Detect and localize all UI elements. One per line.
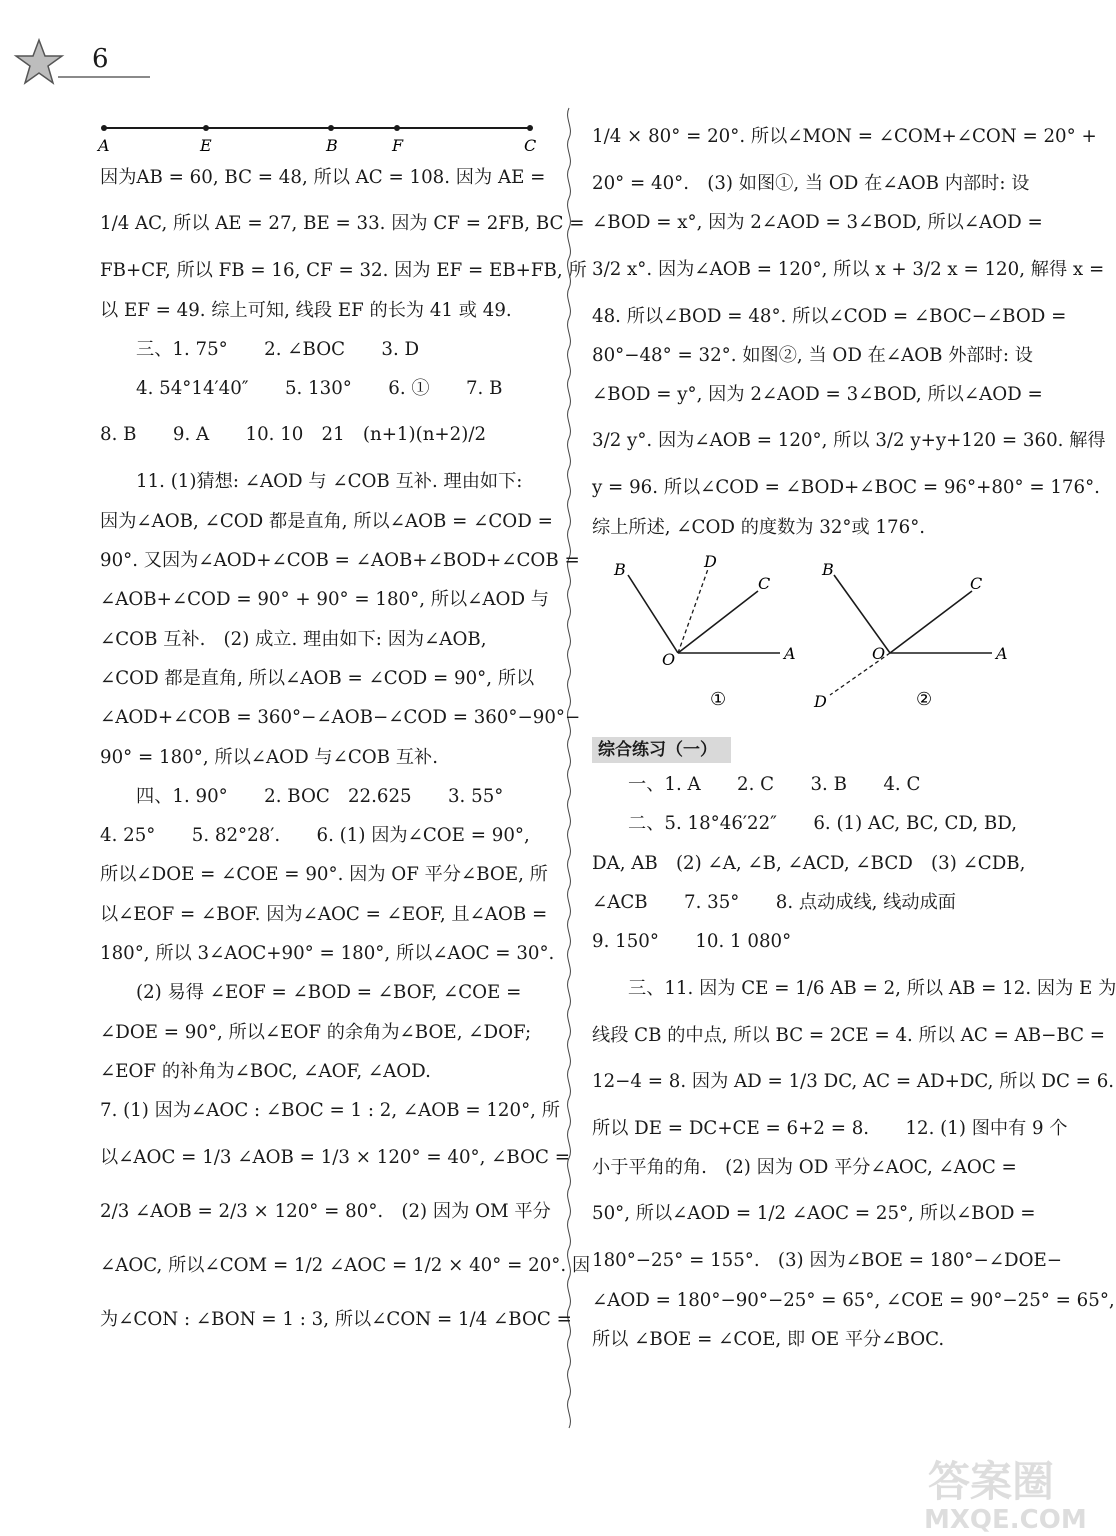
watermark-logo bbox=[922, 1452, 1087, 1535]
text-line: 7. (1) 因为∠AOC : ∠BOC = 1 : 2, ∠AOB = 120°, 所 bbox=[100, 1100, 560, 1122]
fig1-label-a: A bbox=[784, 644, 796, 664]
text-line: 所以∠DOE = ∠COE = 90°. 因为 OF 平分∠BOE, 所 bbox=[100, 864, 548, 886]
label-c: C bbox=[524, 136, 537, 155]
text-line: 4. 54°14′40″ 5. 130° 6. ① 7. B bbox=[136, 378, 503, 400]
column-divider bbox=[563, 108, 575, 1428]
text-line: 11. (1)猜想: ∠AOD 与 ∠COB 互补. 理由如下: bbox=[136, 471, 523, 493]
section-title: 综合练习（一） bbox=[592, 737, 731, 763]
point-f bbox=[394, 125, 400, 131]
header-rule bbox=[58, 76, 150, 78]
text-line: 80°−48° = 32°. 如图②, 当 OD 在∠AOB 外部时: 设 bbox=[592, 344, 1033, 366]
text-line: 线段 CB 的中点, 所以 BC = 2CE = 4. 所以 AC = AB−BC = bbox=[592, 1024, 1106, 1046]
segment-figure bbox=[100, 124, 545, 154]
label-f: F bbox=[392, 136, 404, 155]
point-c bbox=[527, 125, 533, 131]
text-line: 所以 DE = DC+CE = 6+2 = 8. 12. (1) 图中有 9 个 bbox=[592, 1117, 1068, 1139]
text-line: ∠EOF 的补角为∠BOC, ∠AOF, ∠AOD. bbox=[100, 1060, 431, 1082]
text-line: ∠AOC, 所以∠COM = 1/2 ∠AOC = 1/2 × 40° = 20°. 因 bbox=[100, 1254, 591, 1276]
text-line: ∠AOB+∠COD = 90° + 90° = 180°, 所以∠AOD 与 bbox=[100, 589, 549, 611]
figure-1 bbox=[613, 552, 796, 710]
text-line: 8. B 9. A 10. 10 21 (n+1)(n+2)/2 bbox=[100, 424, 487, 446]
fig1-label-o: O bbox=[662, 650, 676, 670]
text-line: 二、5. 18°46′22″ 6. (1) AC, BC, CD, BD, bbox=[628, 813, 1017, 835]
text-line: ∠AOD = 180°−90°−25° = 65°, ∠COE = 90°−25° = 65°, bbox=[592, 1289, 1115, 1311]
text-line: 20° = 40°. (3) 如图①, 当 OD 在∠AOB 内部时: 设 bbox=[592, 173, 1030, 194]
text-line: 小于平角的角. (2) 因为 OD 平分∠AOC, ∠AOC = bbox=[592, 1157, 1017, 1179]
text-line: 90°. 又因为∠AOD+∠COB = ∠AOB+∠BOD+∠COB = bbox=[100, 550, 580, 572]
point-e bbox=[203, 125, 209, 131]
text-line: 4. 25° 5. 82°28′. 6. (1) 因为∠COE = 90°, bbox=[100, 825, 530, 847]
text-line: 因为∠AOB, ∠COD 都是直角, 所以∠AOB = ∠COD = bbox=[100, 510, 553, 532]
text-line: 所以 ∠BOE = ∠COE, 即 OE 平分∠BOC. bbox=[592, 1329, 945, 1351]
fig2-label-a: A bbox=[996, 644, 1008, 664]
text-line: 12−4 = 8. 因为 AD = 1/3 DC, AC = AD+DC, 所以 DC = 6. bbox=[592, 1070, 1115, 1092]
text-line: y = 96. 所以∠COD = ∠BOD+∠BOC = 96°+80° = 176°. bbox=[592, 477, 1100, 499]
text-line: 3/2 x°. 因为∠AOB = 120°, 所以 x + 3/2 x = 120, 解得 x = bbox=[592, 258, 1105, 280]
text-line: (2) 易得 ∠EOF = ∠BOD = ∠BOF, ∠COE = bbox=[136, 982, 522, 1004]
fig2-label-o: O bbox=[872, 644, 886, 664]
fig2-label-c: C bbox=[970, 574, 983, 594]
fig1-label-b: B bbox=[614, 560, 626, 580]
text-line: 48. 所以∠BOD = 48°. 所以∠COD = ∠BOC−∠BOD = bbox=[592, 305, 1067, 327]
text-line: 3/2 y°. 因为∠AOB = 120°, 所以 3/2 y+y+120 = 360. 解得 bbox=[592, 430, 1106, 452]
angle-figures bbox=[592, 552, 1032, 725]
label-b: B bbox=[326, 136, 338, 155]
left-column bbox=[98, 124, 591, 1347]
text-line: 以∠EOF = ∠BOF. 因为∠AOC = ∠EOF, 且∠AOB = bbox=[100, 903, 548, 925]
right-column bbox=[592, 110, 1116, 1359]
label-e: E bbox=[200, 136, 212, 155]
text-line: FB+CF, 所以 FB = 16, CF = 32. 因为 EF = EB+FB, 所 bbox=[100, 260, 587, 282]
text-line: 90° = 180°, 所以∠AOD 与∠COB 互补. bbox=[100, 746, 438, 768]
page-header bbox=[0, 0, 1088, 100]
text-line: 为∠CON : ∠BON = 1 : 3, 所以∠CON = 1/4 ∠BOC = bbox=[100, 1308, 572, 1330]
text-line: 三、1. 75° 2. ∠BOC 3. D bbox=[136, 338, 420, 360]
text-line: ∠ACB 7. 35° 8. 点动成线, 线动成面 bbox=[592, 891, 956, 913]
text-line: ∠DOE = 90°, 所以∠EOF 的余角为∠BOE, ∠DOF; bbox=[100, 1021, 532, 1043]
text-line: ∠BOD = y°, 因为 2∠AOD = 3∠BOD, 所以∠AOD = bbox=[592, 384, 1043, 406]
text-line: ∠AOD+∠COB = 360°−∠AOB−∠COD = 360°−90°− bbox=[100, 707, 581, 729]
text-line: 四、1. 90° 2. BOC 22.625 3. 55° bbox=[136, 785, 504, 807]
fig1-label-d: D bbox=[704, 552, 717, 572]
figure-2 bbox=[813, 560, 1008, 711]
fig1-label-c: C bbox=[758, 574, 771, 594]
star-icon bbox=[14, 38, 64, 86]
text-line: 2/3 ∠AOB = 2/3 × 120° = 80°. (2) 因为 OM 平分 bbox=[100, 1200, 551, 1222]
text-line: 以 EF = 49. 综上可知, 线段 EF 的长为 41 或 49. bbox=[100, 299, 512, 321]
text-line: 因为AB = 60, BC = 48, 所以 AC = 108. 因为 AE = bbox=[100, 167, 546, 188]
watermark-text: 答案圈 bbox=[928, 1457, 1055, 1506]
text-line: 1/4 × 80° = 20°. 所以∠MON = ∠COM+∠CON = 20° + bbox=[592, 126, 1097, 147]
watermark-url: MXQE.COM bbox=[924, 1505, 1087, 1535]
fig2-label-b: B bbox=[822, 560, 834, 580]
text-line: 综上所述, ∠COD 的度数为 32°或 176°. bbox=[592, 516, 926, 538]
point-a bbox=[101, 125, 107, 131]
fig2-caption: ② bbox=[916, 689, 933, 711]
fig1-caption: ① bbox=[710, 689, 727, 711]
text-line: 三、11. 因为 CE = 1/6 AB = 2, 所以 AB = 12. 因为 E 为 bbox=[628, 977, 1116, 999]
label-a: A bbox=[98, 136, 110, 155]
page-number: 6 bbox=[92, 44, 109, 74]
text-line: ∠COD 都是直角, 所以∠AOB = ∠COD = 90°, 所以 bbox=[100, 667, 535, 689]
text-line: 一、1. A 2. C 3. B 4. C bbox=[628, 774, 921, 796]
text-line: 180°, 所以 3∠AOC+90° = 180°, 所以∠AOC = 30°. bbox=[100, 943, 555, 965]
text-line: 180°−25° = 155°. (3) 因为∠BOE = 180°−∠DOE− bbox=[592, 1250, 1063, 1272]
text-line: DA, AB (2) ∠A, ∠B, ∠ACD, ∠BCD (3) ∠CDB, bbox=[592, 852, 1026, 874]
text-line: 9. 150° 10. 1 080° bbox=[592, 931, 792, 953]
text-line: 以∠AOC = 1/3 ∠AOB = 1/3 × 120° = 40°, ∠BOC = bbox=[100, 1146, 570, 1168]
text-line: ∠COB 互补. (2) 成立. 理由如下: 因为∠AOB, bbox=[100, 628, 487, 650]
text-line: 1/4 AC, 所以 AE = 27, BE = 33. 因为 CF = 2FB, BC = bbox=[100, 213, 585, 235]
point-b bbox=[328, 125, 334, 131]
text-line: 50°, 所以∠AOD = 1/2 ∠AOC = 25°, 所以∠BOD = bbox=[592, 1203, 1036, 1225]
fig2-label-d: D bbox=[814, 692, 827, 712]
text-line: ∠BOD = x°, 因为 2∠AOD = 3∠BOD, 所以∠AOD = bbox=[592, 212, 1043, 234]
